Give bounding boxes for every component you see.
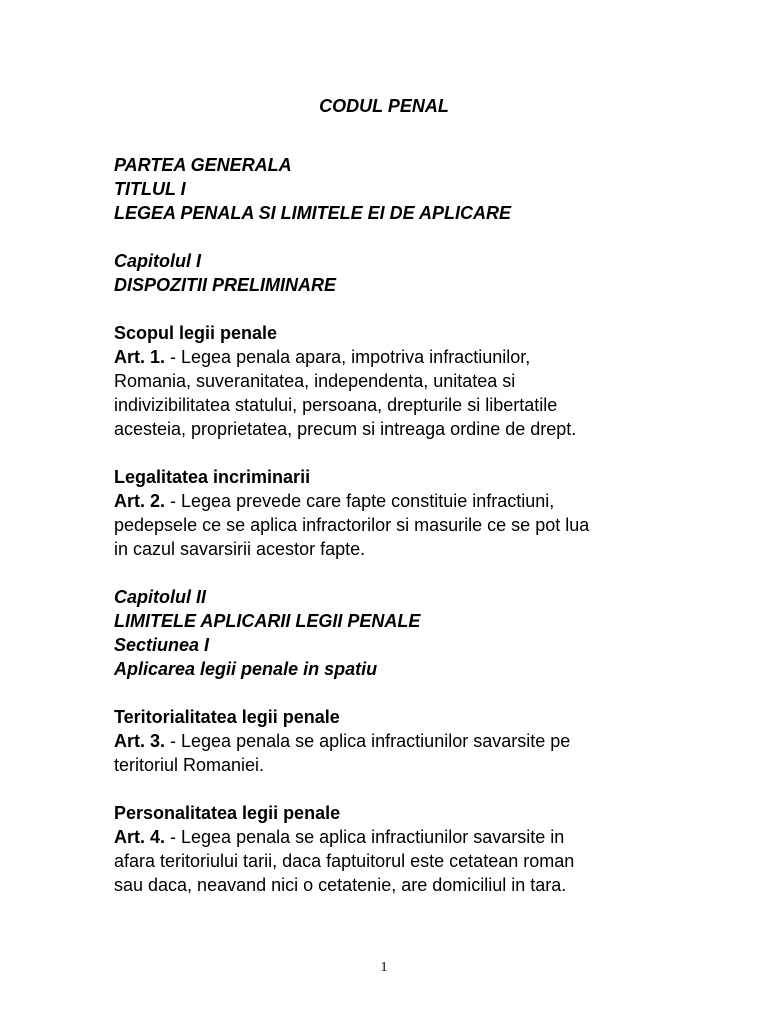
spacer [114, 561, 674, 585]
chapter-1-label: Capitolul I [114, 251, 201, 271]
article-3-text-1: - Legea penala se aplica infractiunilor savarsite pe [165, 731, 571, 751]
chapter-1-heading: DISPOZITII PRELIMINARE [114, 275, 337, 295]
article-4-heading: Personalitatea legii penale [114, 803, 341, 823]
article-1-heading: Scopul legii penale [114, 323, 278, 343]
article-4-line-1 [114, 825, 674, 849]
article-1-line-2: Romania, suveranitatea, independenta, unitatea si [114, 371, 516, 391]
article-4-line-3: sau daca, neavand nici o cetatenie, are domiciliul in tara. [114, 875, 567, 895]
document-body [114, 153, 674, 897]
article-3-line-2: teritoriul Romaniei. [114, 755, 265, 775]
article-1-number: Art. 1. [114, 347, 166, 367]
article-2-line-2: pedepsele ce se aplica infractorilor si masurile ce se pot lua [114, 515, 590, 535]
article-1-line-1 [114, 345, 674, 369]
article-3-heading: Teritorialitatea legii penale [114, 707, 340, 727]
article-2-line-3: in cazul savarsirii acestor fapte. [114, 539, 366, 559]
article-3-line-1 [114, 729, 674, 753]
page-number: 1 [380, 960, 388, 975]
article-3-number: Art. 3. [114, 731, 166, 751]
spacer [114, 777, 674, 801]
document-title: CODUL PENAL [319, 96, 449, 116]
article-2-heading: Legalitatea incriminarii [114, 467, 311, 487]
section-1-heading: Aplicarea legii penale in spatiu [114, 659, 378, 679]
article-2-number: Art. 2. [114, 491, 166, 511]
article-1-line-3: indivizibilitatea statului, persoana, drepturile si libertatile [114, 395, 558, 415]
article-2-line-1 [114, 489, 674, 513]
spacer [114, 297, 674, 321]
spacer [114, 225, 674, 249]
chapter-2-heading: LIMITELE APLICARII LEGII PENALE [114, 611, 421, 631]
article-1-text-1: - Legea penala apara, impotriva infractiunilor, [165, 347, 531, 367]
article-1-line-4: acesteia, proprietatea, precum si intreaga ordine de drept. [114, 419, 577, 439]
title-section-label: TITLUL I [114, 179, 186, 199]
section-1-label: Sectiunea I [114, 635, 210, 655]
article-2-text-1: - Legea prevede care fapte constituie infractiuni, [165, 491, 555, 511]
article-4-text-1: - Legea penala se aplica infractiunilor savarsite in [165, 827, 565, 847]
title-section-heading: LEGEA PENALA SI LIMITELE EI DE APLICARE [114, 203, 512, 223]
part-heading: PARTEA GENERALA [114, 155, 292, 175]
spacer [114, 681, 674, 705]
article-4-number: Art. 4. [114, 827, 166, 847]
chapter-2-label: Capitolul II [114, 587, 206, 607]
spacer [114, 441, 674, 465]
article-4-line-2: afara teritoriului tarii, daca faptuitorul este cetatean roman [114, 851, 575, 871]
